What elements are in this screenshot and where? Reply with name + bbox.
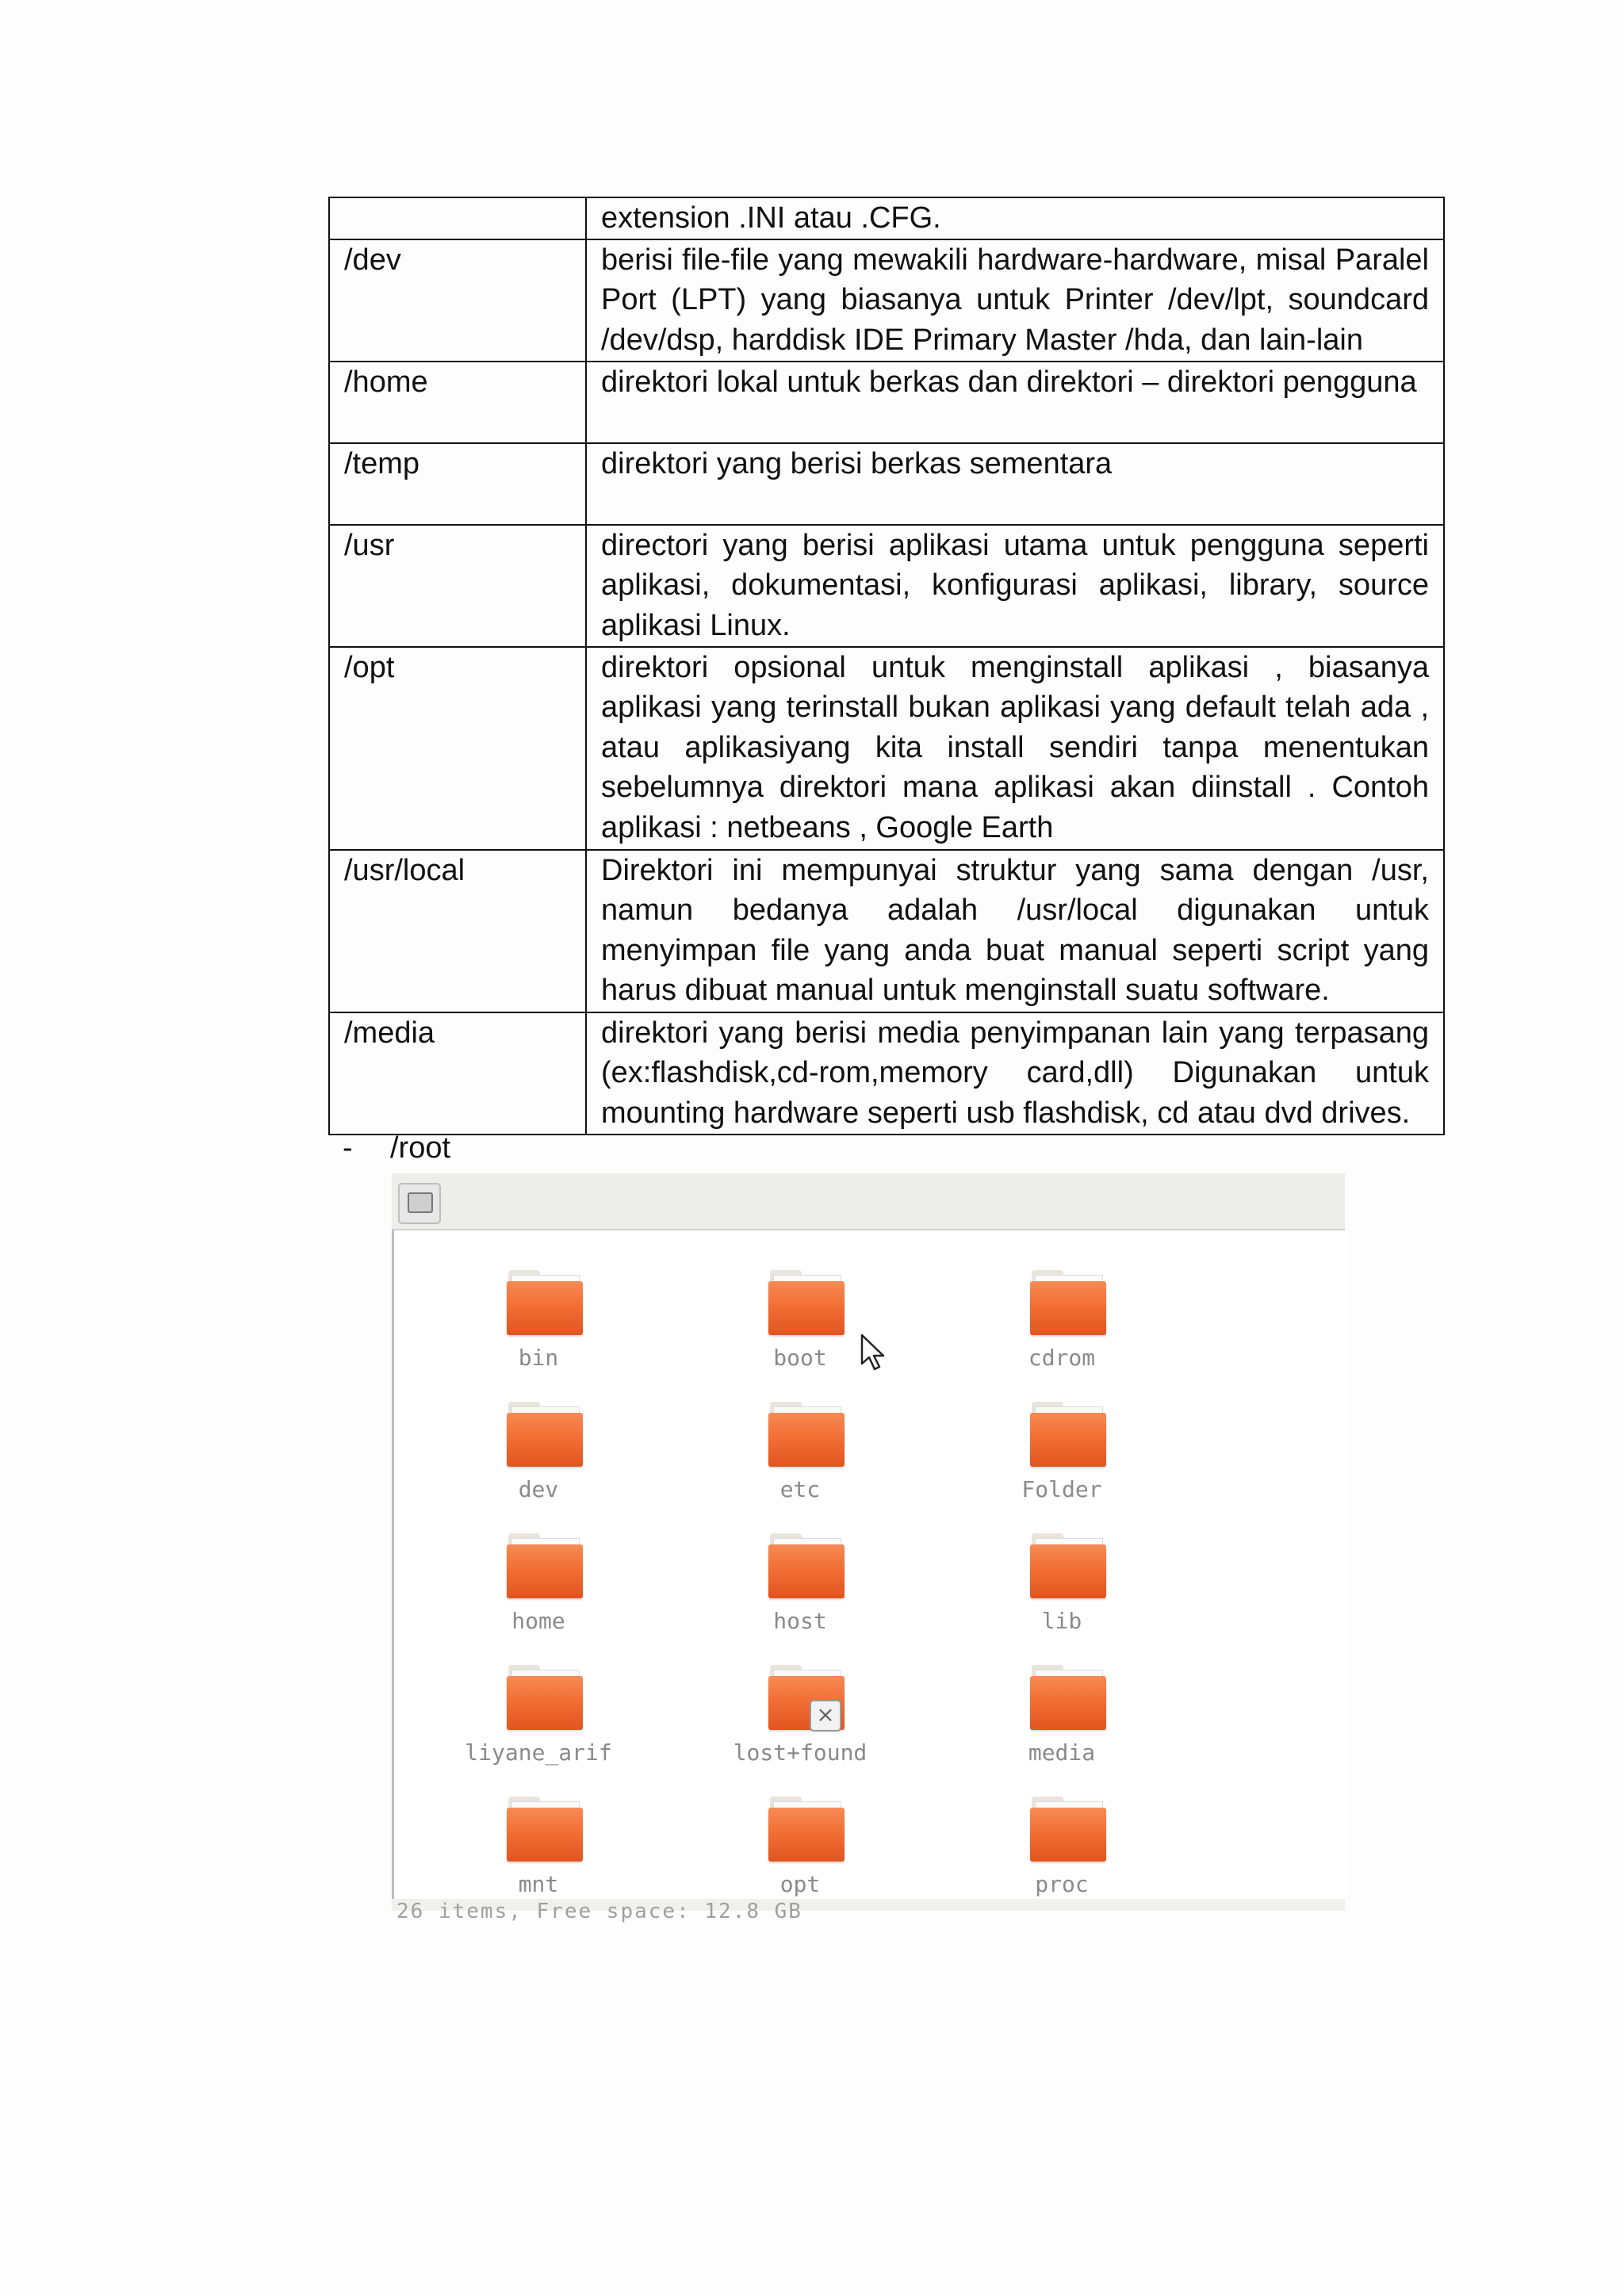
folder-locked-icon: [768, 1665, 845, 1730]
folder-item-etc[interactable]: [705, 1394, 895, 1513]
table-row: [329, 850, 1444, 1012]
folder-icon: [507, 1270, 583, 1335]
folder-label: home: [511, 1608, 565, 1634]
folder-label: cdrom: [1028, 1345, 1096, 1371]
folder-icon: [1030, 1402, 1106, 1467]
folder-icon: [507, 1533, 583, 1598]
folder-item-cdrom[interactable]: [967, 1262, 1157, 1381]
folder-icon: [507, 1402, 583, 1467]
folder-item-folder[interactable]: [967, 1394, 1157, 1513]
directory-name-cell: /home: [329, 362, 586, 443]
directory-name-cell: /temp: [329, 443, 586, 525]
bullet-item: [343, 1128, 450, 1168]
folder-item-media[interactable]: [967, 1657, 1157, 1776]
table-row: [329, 443, 1444, 525]
folder-icon: [768, 1797, 845, 1862]
table-row: [329, 239, 1444, 362]
folder-item-lost-found[interactable]: [705, 1657, 895, 1776]
directory-description-cell: berisi file-file yang mewakili hardware-hardware, misal Paralel Port (LPT) yang biasanya untuk Printer /dev/lpt, soundcard /dev/dsp, harddisk IDE Primary Master /hda, dan lain-lain: [586, 239, 1444, 362]
folder-label: bin: [518, 1345, 559, 1371]
folder-label: dev: [518, 1476, 559, 1502]
folder-item-home[interactable]: [443, 1525, 634, 1644]
table-row: [329, 197, 1444, 239]
file-icon-view[interactable]: [392, 1230, 1347, 1899]
table-row: [329, 525, 1444, 647]
drive-icon: [408, 1192, 433, 1213]
directory-name-cell: /opt: [329, 647, 586, 850]
directory-table: [328, 197, 1445, 1135]
folder-item-host[interactable]: [705, 1525, 895, 1644]
folder-label: etc: [779, 1476, 821, 1502]
directory-description-cell: direktori opsional untuk menginstall aplikasi , biasanya aplikasi yang terinstall bukan aplikasi yang default telah ada , atau aplikasiyang kita install sendiri tanpa menentukan sebelumnya direktori mana aplikasi akan diinstall . Contoh aplikasi : netbeans , Google Earth: [586, 647, 1444, 850]
folder-label: Folder: [1021, 1476, 1102, 1502]
folder-item-lib[interactable]: [967, 1525, 1157, 1644]
drive-button[interactable]: [398, 1183, 441, 1224]
folder-item-dev[interactable]: [443, 1394, 634, 1513]
folder-label: opt: [779, 1871, 821, 1897]
folder-label: media: [1028, 1739, 1096, 1766]
folder-label: host: [773, 1608, 827, 1634]
table-row: [329, 647, 1444, 850]
directory-description-cell: direktori lokal untuk berkas dan direktori – direktori pengguna: [586, 362, 1444, 443]
folder-item-bin[interactable]: [443, 1262, 634, 1381]
folder-icon: [768, 1402, 845, 1467]
folder-icon: [1030, 1270, 1106, 1335]
status-bar: 26 items, Free space: 12.8 GB: [396, 1900, 802, 1923]
directory-description-cell: direktori yang berisi media penyimpanan lain yang terpasang (ex:flashdisk,cd-rom,memory card,dll) Digunakan untuk mounting hardware seperti usb flashdisk, cd atau dvd drives.: [586, 1012, 1444, 1135]
folder-icon: [1030, 1797, 1106, 1862]
table-row: [329, 1012, 1444, 1135]
folder-icon: [507, 1665, 583, 1730]
directory-name-cell: [329, 197, 586, 239]
folder-icon: [507, 1797, 583, 1862]
folder-icon: [768, 1270, 845, 1335]
directory-description-cell: direktori yang berisi berkas sementara: [586, 443, 1444, 525]
directory-description-cell: directori yang berisi aplikasi utama untuk pengguna seperti aplikasi, dokumentasi, konfigurasi aplikasi, library, source aplikasi Linux.: [586, 525, 1444, 647]
bullet-marker: -: [343, 1131, 353, 1165]
folder-item-proc[interactable]: [967, 1789, 1157, 1908]
table-row: [329, 362, 1444, 443]
directory-description-cell: extension .INI atau .CFG.: [586, 197, 1444, 239]
folder-icon: [1030, 1533, 1106, 1598]
folder-icon: [768, 1533, 845, 1598]
folder-item-opt[interactable]: [705, 1789, 895, 1908]
directory-name-cell: /usr: [329, 525, 586, 647]
folder-label: lost+found: [733, 1739, 868, 1766]
folder-label: mnt: [518, 1871, 559, 1897]
folder-item-mnt[interactable]: [443, 1789, 634, 1908]
folder-label: boot: [773, 1345, 827, 1371]
directory-description-cell: Direktori ini mempunyai struktur yang sama dengan /usr, namun bedanya adalah /usr/local digunakan untuk menyimpan file yang anda buat manual seperti script yang harus dibuat manual untuk menginstall suatu software.: [586, 850, 1444, 1012]
bullet-text: /root: [390, 1131, 451, 1165]
folder-item-liyane-arif[interactable]: [443, 1657, 634, 1776]
directory-name-cell: /media: [329, 1012, 586, 1135]
directory-name-cell: /usr/local: [329, 850, 586, 1012]
folder-label: lib: [1041, 1608, 1082, 1634]
folder-label: liyane_arif: [465, 1739, 612, 1766]
file-manager-toolbar: [392, 1173, 1345, 1230]
no-access-emblem-icon: ×: [810, 1700, 841, 1732]
folder-icon: [1030, 1665, 1106, 1730]
directory-name-cell: /dev: [329, 239, 586, 362]
folder-label: proc: [1035, 1871, 1089, 1897]
mouse-cursor-icon: [860, 1334, 887, 1372]
file-manager-screenshot: [392, 1173, 1345, 1923]
